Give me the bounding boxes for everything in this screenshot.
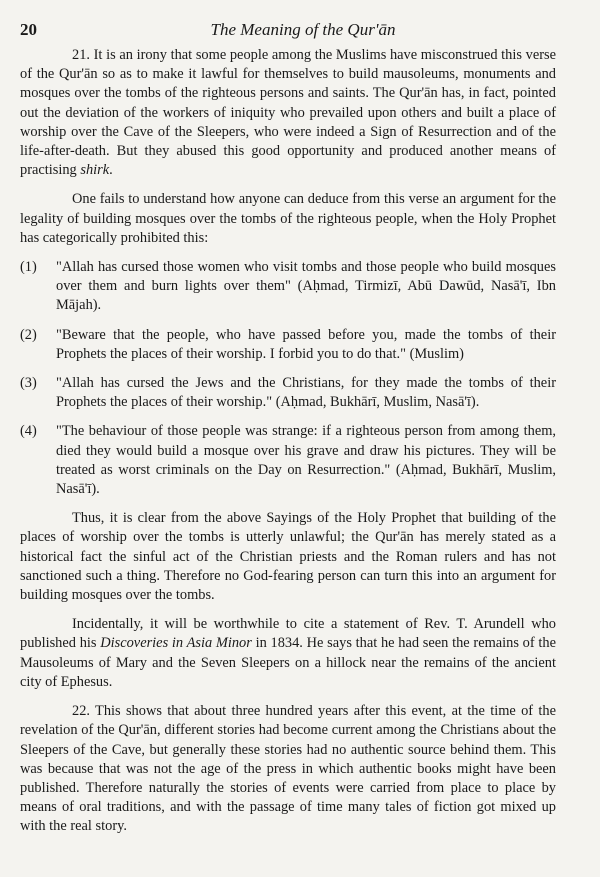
paragraph-21-text: 21. It is an irony that some people among the Muslims have misconstrued this verse of the Qur'ān so as to make it lawful for themselves to build mausoleums, monuments and mosques over the tombs of the righteous persons and saints. The Qur'ān has, in fact, pointed out the deviation of the workers of iniquity who prevailed upon others and built a place of worship over the Cave of the Sleepers, who were indeed a Sign of Resurrection and of the life-after-death. But they abused this good opportunity and produced another means of practising	[20, 47, 556, 179]
list-item-text: "The behaviour of those people was strange: if a righteous person from among them, died they would build a mosque over his grave and draw his pictures. They will be treated as worst criminals on the Day on Resurrection." (Aḥmad, Bukhārī, Muslim, Nasā'ī).	[56, 423, 556, 498]
list-item	[20, 258, 556, 316]
list-item-number: (1)	[20, 259, 37, 276]
list-item	[20, 326, 556, 364]
hadith-list	[20, 258, 556, 499]
paragraph-21	[20, 46, 556, 180]
list-item-number: (3)	[20, 375, 37, 392]
shirk-term: shirk	[80, 162, 110, 179]
list-item-number: (2)	[20, 326, 37, 343]
page-number: 20	[20, 20, 37, 39]
paragraph-incidentally-text-b: in 1834. He says that he had seen the remains of the Mausoleums of Mary and the Seven Sleepers on a hillock near the remains of the ancient city of Ephesus.	[20, 635, 556, 690]
paragraph-incidentally-text-a: Incidentally, it will be worthwhile to cite a statement of Rev. T. Arundell who published his	[20, 616, 556, 652]
list-item-text: "Beware that the people, who have passed before you, made the tombs of their Prophets the places of their worship. I forbid you to do that." (Muslim)	[56, 326, 556, 362]
list-item-text: "Allah has cursed the Jews and the Christians, for they made the tombs of their Prophets the places of their worship." (Aḥmad, Bukhārī, Muslim, Nasā'ī).	[56, 375, 556, 411]
book-title: Discoveries in Asia Minor	[100, 635, 252, 652]
paragraph-21-end: .	[109, 162, 113, 179]
running-title: The Meaning of the Qur'ān	[210, 20, 396, 39]
paragraph-22: 22. This shows that about three hundred years after this event, at the time of the revelation of the Qur'ān, different stories had become current among the Christians about the Sleepers of the Cave, but generally these stories had no authentic source behind them. This was because that was not the age of the press in which authentic books might have been published. Therefore naturally the stories of events were carried from place to place by means of oral traditions, and with the passage of time many tales of fiction got mixed up with the real story.	[20, 703, 556, 835]
paragraph-incidentally	[20, 615, 556, 692]
page-header	[20, 18, 556, 46]
list-item-text: "Allah has cursed those women who visit tombs and those people who build mosques over them and burn lights over them" (Aḥmad, Tirmizī, Abū Dawūd, Nasā'ī, Ibn Mājah).	[56, 259, 556, 314]
list-item	[20, 422, 556, 499]
list-item-number: (4)	[20, 423, 37, 440]
paragraph-thus: Thus, it is clear from the above Sayings of the Holy Prophet that building of the places of worship over the tombs is utterly unlawful; the Qur'ān has merely stated as a historical fact the sinful act of the Christian priests and the Roman rulers and has not sanctioned such a thing. Therefore no God-fearing person can turn this into an argument for building mosques over the tombs.	[20, 510, 556, 604]
paragraph-one-fails: One fails to understand how anyone can deduce from this verse an argument for the legality of building mosques over the tombs of the righteous people, when the Holy Prophet has categorically prohibited this:	[20, 191, 556, 246]
list-item	[20, 374, 556, 412]
